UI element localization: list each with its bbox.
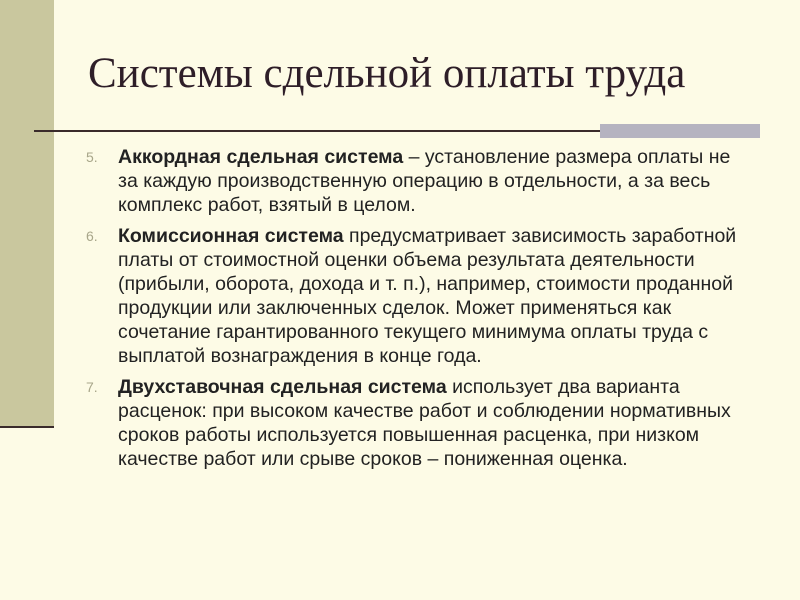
title-divider-block [600,124,760,138]
list-item [86,224,746,368]
list-item-term: Комиссионная система [118,225,344,247]
slide-body [86,145,746,478]
list-item-description: – установление размера оплаты не за каждую производственную операцию в отдельности, а за весь комплекс работ, взятый в целом. [118,146,731,216]
list-item-text [118,375,746,471]
list-item-description: предусматривает зависимость заработной платы от стоимостной оценки объема результата деятельности (прибыли, оборота, дохода и т. п.), например, стоимости проданной продукции или заключенных сделок. Может применяться как сочетание гарантированного текущего минимума оплаты труда с выплатой вознаграждения в конце года. [118,225,737,367]
list-item-term: Двухставочная сдельная система [118,376,447,398]
slide-title: Системы сдельной оплаты труда [88,50,686,97]
list-item-term: Аккордная сдельная система [118,146,404,168]
side-accent-underline [0,426,54,428]
list-item-text [118,145,746,217]
list-item-description: использует два варианта расценок: при высоком качестве работ и соблюдении нормативных сроков работы используется повышенная расценка, при низком качестве работ или срыве сроков – пониженная оценка. [118,376,731,470]
list-item-number: 7. [86,379,98,395]
side-accent-bar [0,0,54,428]
list-item-number: 6. [86,228,98,244]
list-item [86,375,746,471]
list-item [86,145,746,217]
list-item-text [118,224,746,368]
list-item-number: 5. [86,149,98,165]
